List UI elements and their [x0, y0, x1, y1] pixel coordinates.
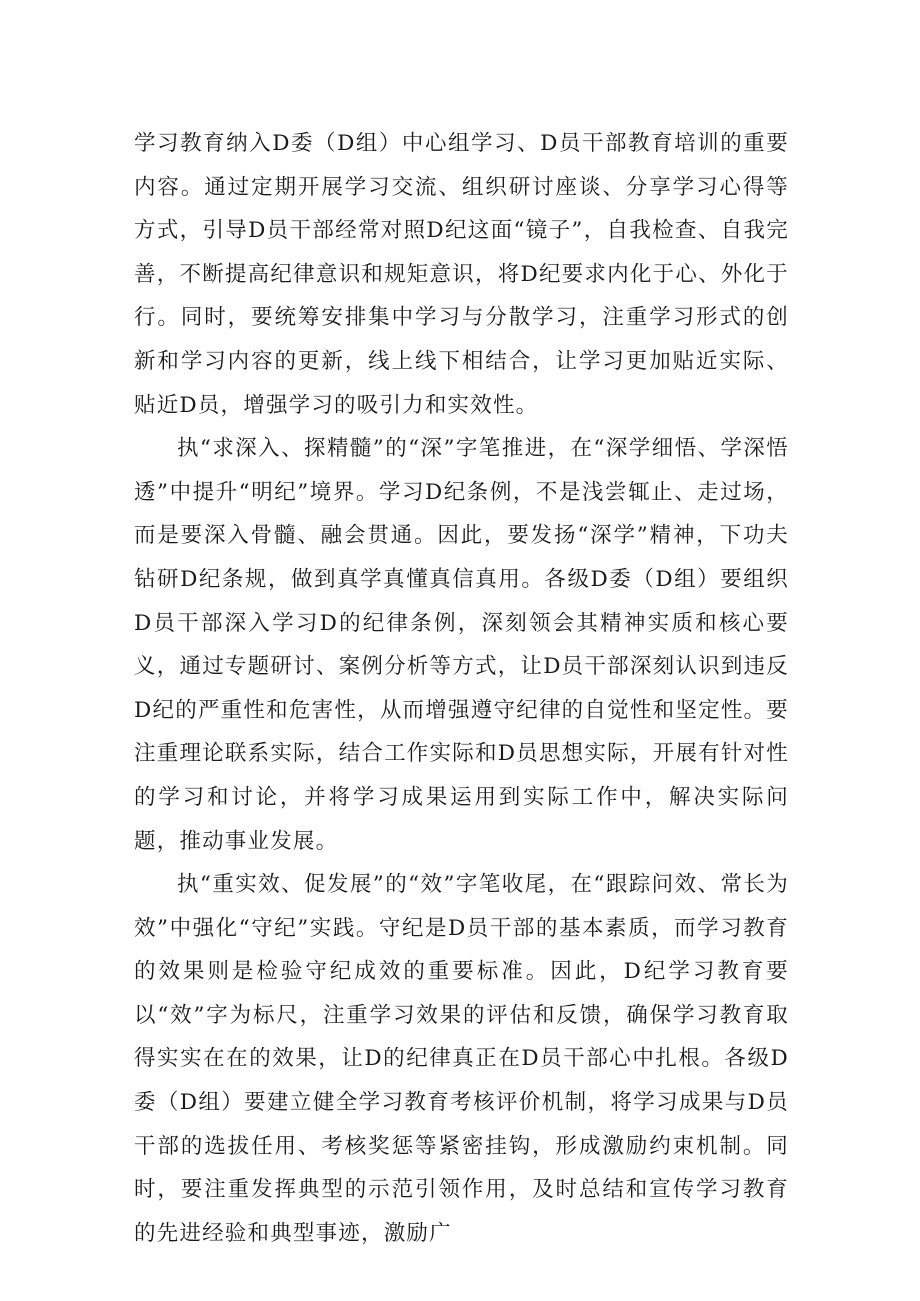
- paragraph-1: 学习教育纳入D委（D组）中心组学习、D员干部教育培训的重要内容。通过定期开展学习交流、组织研讨座谈、分享学习心得等方式，引导D员干部经常对照D纪这面“镜子”，自我检查、自我完善，不断提高纪律意识和规矩意识，将D纪要求内化于心、外化于行。同时，要统筹安排集中学习与分散学习，注重学习形式的创新和学习内容的更新，线上线下相结合，让学习更加贴近实际、贴近D员，增强学习的吸引力和实效性。: [134, 131, 789, 418]
- paragraph-2: 执“求深入、探精髓”的“深”字笔推进，在“深学细悟、学深悟透”中提升“明纪”境界。学习D纪条例，不是浅尝辄止、走过场，而是要深入骨髓、融会贯通。因此，要发扬“深学”精神，下功夫钻研D纪条规，做到真学真懂真信真用。各级D委（D组）要组织D员干部深入学习D的纪律条例，深刻领会其精神实质和核心要义，通过专题研讨、案例分析等方式，让D员干部深刻认识到违反D纪的严重性和危害性，从而增强遵守纪律的自觉性和坚定性。要注重理论联系实际，结合工作实际和D员思想实际，开展有针对性的学习和讨论，并将学习成果运用到实际工作中，解决实际问题，推动事业发展。: [134, 436, 789, 854]
- paragraph-3: 执“重实效、促发展”的“效”字笔收尾，在“跟踪问效、常长为效”中强化“守纪”实践。守纪是D员干部的基本素质，而学习教育的效果则是检验守纪成效的重要标准。因此，D纪学习教育要以“效”字为标尺，注重学习效果的评估和反馈，确保学习教育取得实实在在的效果，让D的纪律真正在D员干部心中扎根。各级D委（D组）要建立健全学习教育考核评价机制，将学习成果与D员干部的选拔任用、考核奖惩等紧密挂钩，形成激励约束机制。同时，要注重发挥典型的示范引领作用，及时总结和宣传学习教育的先进经验和典型事迹，激励广: [134, 872, 789, 1246]
- document-page: [134, 122, 789, 1255]
